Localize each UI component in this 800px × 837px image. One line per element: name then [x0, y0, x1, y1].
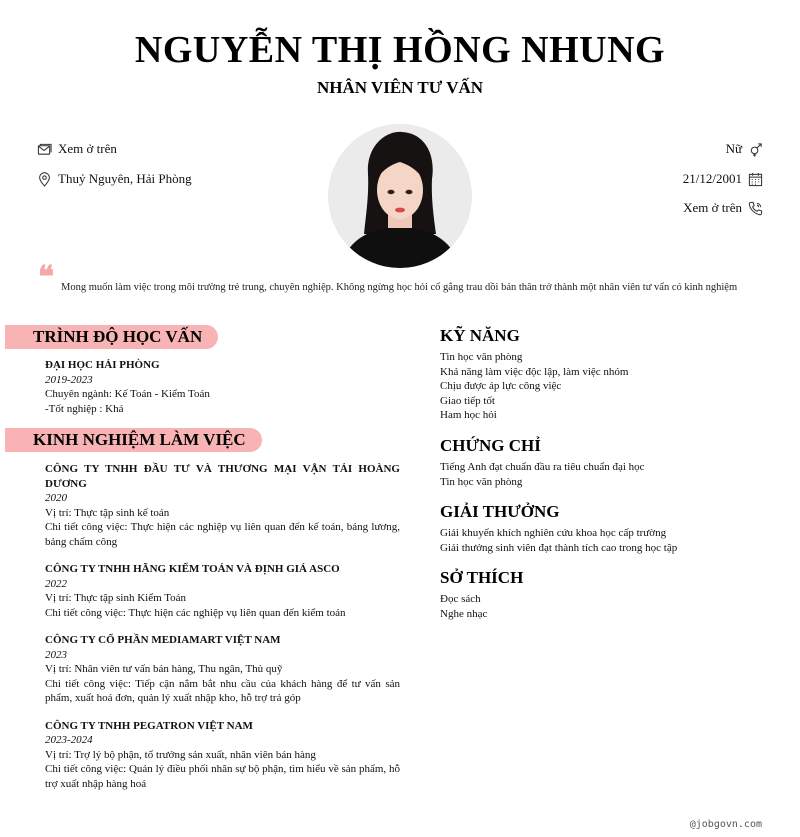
- education-period: 2019-2023: [45, 373, 93, 386]
- avatar: [328, 124, 472, 268]
- job-details: Chi tiết công việc: Thực hiện các nghiệp vụ liên quan đến kiểm toán: [45, 606, 346, 619]
- portrait-photo: [328, 124, 472, 268]
- envelope-icon: [37, 142, 52, 157]
- school-name: ĐẠI HỌC HẢI PHÒNG: [45, 359, 160, 371]
- hobbies-section: [440, 568, 760, 621]
- list-item: Giao tiếp tốt: [440, 394, 495, 407]
- job-entry: [45, 633, 400, 706]
- quote-icon: ❝: [38, 260, 55, 295]
- certificates-section: [440, 436, 760, 489]
- list-item: Giải thưởng sinh viên đạt thành tích cao trong học tập: [440, 541, 678, 554]
- job-year: 2022: [45, 577, 67, 590]
- list-item: Nghe nhạc: [440, 607, 488, 620]
- contact-gender: [726, 141, 763, 157]
- awards-heading: GIẢI THƯỞNG: [440, 502, 560, 521]
- birthdate-text: 21/12/2001: [682, 171, 742, 186]
- list-item: Ham học hỏi: [440, 409, 497, 421]
- job-position: Vị trí: Nhân viên tư vấn bán hàng, Thu ngân, Thủ quỹ: [45, 663, 283, 675]
- career-objective: Mong muốn làm việc trong môi trường trẻ trung, chuyên nghiệp. Không ngừng học hỏi cố gắng trau dồi bản thân trở thành một nhân viên tư vấn có kinh nghiệm: [61, 282, 738, 293]
- job-entry: [45, 462, 400, 549]
- job-entry: [45, 719, 400, 792]
- awards-section: [440, 502, 760, 555]
- contact-email: [37, 141, 117, 157]
- list-item: Tin học văn phòng: [440, 351, 523, 363]
- candidate-name: NGUYỄN THỊ HỒNG NHUNG: [134, 29, 666, 71]
- email-text: Xem ở trên: [58, 141, 117, 156]
- gender-text: Nữ: [725, 141, 742, 156]
- skills-heading: KỸ NĂNG: [440, 326, 520, 345]
- job-company: CÔNG TY CỔ PHẦN MEDIAMART VIỆT NAM: [45, 634, 281, 646]
- job-position: Vị trí: Thực tập sinh Kiểm Toán: [45, 592, 187, 604]
- list-item: Giải khuyến khích nghiên cứu khoa học cấp trường: [440, 527, 667, 539]
- list-item: Chịu được áp lực công việc: [440, 380, 562, 392]
- list-item: Khả năng làm việc độc lập, làm việc nhóm: [440, 365, 629, 378]
- experience-heading: KINH NGHIỆM LÀM VIỆC: [5, 428, 262, 452]
- footer-watermark: @jobgovn.com: [689, 819, 762, 830]
- job-company: CÔNG TY TNHH HÃNG KIỂM TOÁN VÀ ĐỊNH GIÁ ASCO: [45, 563, 340, 575]
- gender-icon: [748, 142, 763, 157]
- job-year: 2023: [45, 648, 67, 661]
- job-position: Vị trí: Thực tập sinh kế toán: [45, 506, 170, 519]
- education-grade: -Tốt nghiệp : Khá: [45, 402, 124, 415]
- job-title: NHÂN VIÊN TƯ VẤN: [316, 78, 484, 97]
- job-company: CÔNG TY TNHH PEGATRON VIỆT NAM: [45, 719, 253, 732]
- phone-text: Xem ở trên: [683, 200, 742, 215]
- contact-phone: [683, 200, 763, 216]
- job-entry: [45, 562, 400, 620]
- list-item: Tin học văn phòng: [440, 475, 523, 488]
- education-heading: TRÌNH ĐỘ HỌC VẤN: [5, 325, 218, 349]
- education-major: Chuyên ngành: Kế Toán - Kiểm Toán: [45, 388, 210, 400]
- list-item: Tiếng Anh đạt chuẩn đầu ra tiêu chuẩn đại học: [440, 461, 645, 473]
- contact-birthdate: [683, 171, 763, 187]
- job-year: 2023-2024: [45, 734, 93, 746]
- location-pin-icon: [37, 172, 52, 187]
- certificates-heading: CHỨNG CHỈ: [440, 436, 541, 455]
- job-position: Vị trí: Trợ lý bộ phận, tổ trưởng sản xuất, nhân viên bán hàng: [45, 748, 316, 761]
- experience-section: [45, 462, 400, 804]
- job-year: 2020: [45, 492, 67, 504]
- hobbies-heading: SỞ THÍCH: [440, 568, 524, 587]
- phone-icon: [748, 201, 763, 216]
- education-section: [45, 358, 405, 416]
- job-details: Chi tiết công việc: Thực hiện các nghiệp vụ liên quan đến kế toán, bảng lương, bảng chấm công: [45, 521, 400, 548]
- list-item: Đọc sách: [440, 593, 481, 605]
- skills-section: [440, 326, 760, 423]
- job-details: Chi tiết công việc: Tiếp cận nắm bắt nhu cầu của khách hàng để tư vấn sản phẩm, xuất hoá đơn, quản lý xuất nhập kho, hỗ trợ trả góp: [45, 677, 400, 704]
- address-text: Thuỷ Nguyên, Hải Phòng: [58, 171, 192, 186]
- job-company: CÔNG TY TNHH ĐẦU TƯ VÀ THƯƠNG MẠI VẬN TẢI HOÀNG DƯƠNG: [45, 463, 400, 490]
- contact-address: [37, 171, 192, 187]
- calendar-icon: [748, 172, 763, 187]
- job-details: Chi tiết công việc: Quản lý điều phối nhân sự bộ phận, tìm hiểu về sản phẩm, hỗ trợ xuất nhập hàng hoá: [45, 763, 400, 790]
